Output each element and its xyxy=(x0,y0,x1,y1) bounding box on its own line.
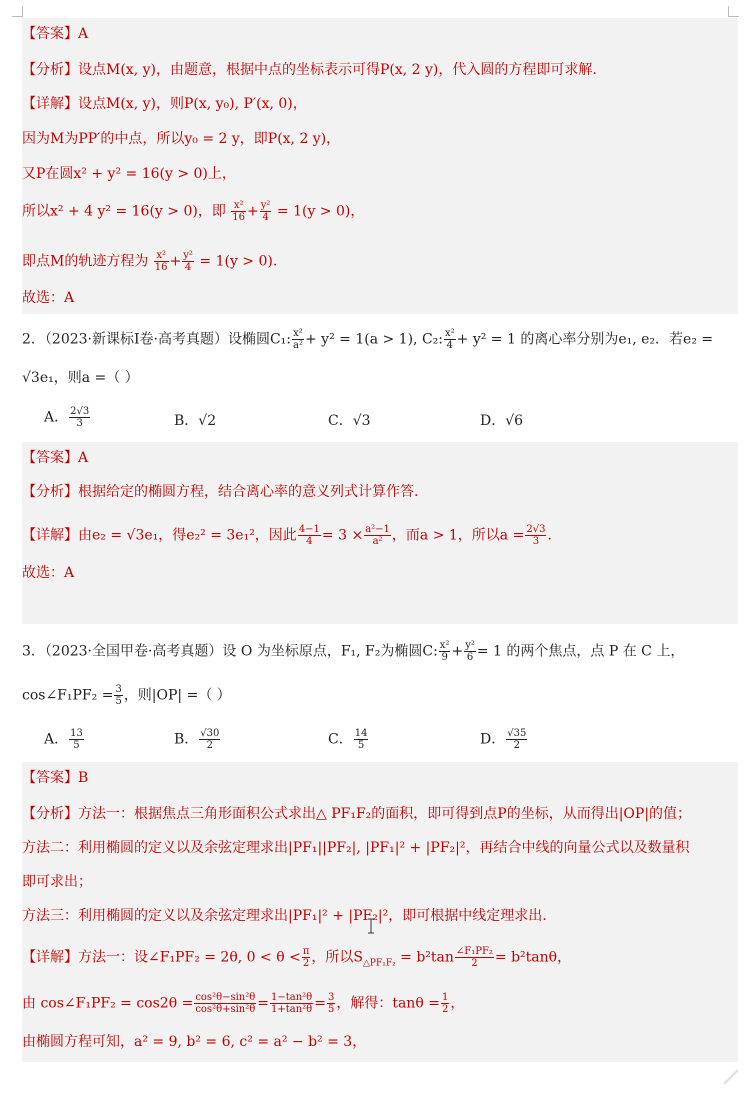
analysis-tag: 【分析】 xyxy=(22,62,78,78)
solution-line-3 xyxy=(22,164,236,184)
fraction: $\frac{\text{∠F₁PF₂}}{2}$ xyxy=(455,946,493,969)
detail-text: ， xyxy=(450,995,465,1012)
solution-text: 即点M的轨迹方程为 xyxy=(22,253,149,270)
option-label: B．√2 xyxy=(174,413,217,429)
fraction: $\frac{\pi}{2}$ xyxy=(302,946,310,969)
detail-text: ，而a > 1，所以a = xyxy=(391,527,525,544)
detail-text: ，所以S xyxy=(311,949,363,966)
analysis-text: 根据给定的椭圆方程，结合离心率的意义列式计算作答. xyxy=(78,484,419,500)
detail-text: = xyxy=(257,995,270,1012)
fraction: $\frac{3}{5}$ xyxy=(115,684,122,707)
detail-line xyxy=(22,524,552,547)
stem-text: + y² = 1(a > 1), C₂: xyxy=(305,331,443,348)
page-corner-mark xyxy=(728,6,739,17)
fraction: $\frac{\text{x²}}{\text{a²}}$ xyxy=(293,328,303,351)
choose-line xyxy=(22,563,74,583)
solution-text: 又P在圆x² + y² = 16(y > 0)上， xyxy=(22,166,236,182)
analysis-text: 设点M(x, y)，由题意，根据中点的坐标表示可得P(x, 2 y)，代入圆的方程即可求解. xyxy=(78,62,597,78)
fraction: $\frac{\text{y²}}{6}$ xyxy=(465,640,475,663)
fraction: $\frac{\text{x²}}{16}$ xyxy=(232,200,246,223)
answer-text: 【答案】A xyxy=(22,26,89,42)
detail-text: . xyxy=(547,527,552,544)
fraction: $\frac{\text{a²−1}}{\text{a²}}$ xyxy=(365,524,390,547)
page-corner-mark xyxy=(12,6,23,17)
question-3-stem-2 xyxy=(22,684,231,707)
answer-text: 【答案】B xyxy=(22,770,89,786)
stem-text: cos∠F₁PF₂ = xyxy=(22,687,114,704)
solution-text: 因为M为PP′的中点，所以y₀ = 2 y，即P(x, 2 y)， xyxy=(22,131,341,147)
fraction: $\frac{\text{x²}}{16}$ xyxy=(154,250,168,273)
analysis-line-4 xyxy=(22,906,547,926)
choose-line xyxy=(22,288,74,308)
analysis-line-3 xyxy=(22,872,92,892)
fraction: $\frac{\text{cos²θ−sin²θ}}{\text{cos²θ+sin²θ}}$ xyxy=(195,992,256,1015)
detail-tag: 【详解】 xyxy=(22,96,78,112)
analysis-tag: 【分析】 xyxy=(22,806,78,822)
fraction: $\frac{1}{2}$ xyxy=(441,992,449,1015)
stem-text: √3e₁，则a =（ ） xyxy=(22,370,139,386)
option-a[interactable] xyxy=(44,728,85,751)
fraction: $\frac{2√3}{3}$ xyxy=(70,406,90,429)
option-d[interactable] xyxy=(480,410,523,430)
solution-line-4: 所以x² + 4 y² = 16(y > 0)，即 $\frac{\text{x²}}{16}$ + $\frac{\text{y²}}{4}$ = 1(y > 0)， xyxy=(22,200,365,223)
stem-text: + y² = 1 的离心率分别为e₁, e₂．若e₂ = xyxy=(456,331,714,348)
analysis-tag: 【分析】 xyxy=(22,484,78,500)
stem-text: 2．（2023·新课标I卷·高考真题）设椭圆C₁: xyxy=(22,331,292,348)
fraction: $\frac{\text{x²}}{9}$ xyxy=(439,640,450,663)
question-3-stem: 3．（2023·全国甲卷·高考真题）设 O 为坐标原点，F₁, F₂为椭圆C: $\frac{\text{x²}}{9}$ + $\frac{\text{y²}}{6}$ = 1 的两个焦点，点 P 在 C 上， xyxy=(22,640,685,663)
answer-line xyxy=(22,768,88,788)
stem-text: = 1 的两个焦点，点 P 在 C 上， xyxy=(476,643,685,660)
fraction: $\frac{\text{y²}}{4}$ xyxy=(260,200,271,223)
answer-line xyxy=(22,24,88,44)
solution-text: = 1(y > 0)， xyxy=(276,203,365,220)
fraction: $\frac{14}{5}$ xyxy=(354,728,368,751)
analysis-text: 方法二：利用椭圆的定义以及余弦定理求出|PF₁||PF₂|, |PF₁|² + |PF₂|²，再结合中线的向量公式以及数量积 xyxy=(22,840,690,856)
option-label: A． xyxy=(44,409,69,426)
fraction: $\frac{\text{1−tan²θ}}{\text{1+tan²θ}}$ xyxy=(271,992,313,1015)
fraction: $\frac{2√3}{3}$ xyxy=(526,524,546,547)
analysis-line-2 xyxy=(22,838,689,858)
text-cursor-icon xyxy=(367,918,375,934)
option-label: D．√6 xyxy=(480,413,524,429)
fraction: $\frac{13}{5}$ xyxy=(70,728,83,751)
fraction: $\frac{\text{y²}}{4}$ xyxy=(183,250,193,273)
analysis-line xyxy=(22,804,691,824)
subscript: △PF₁F₂ xyxy=(363,958,396,969)
option-label: C．√3 xyxy=(328,413,371,429)
option-b[interactable] xyxy=(174,410,216,430)
detail-text: = 3 × xyxy=(321,527,364,544)
option-label: C． xyxy=(328,731,353,748)
analysis-text: 即可求出； xyxy=(22,874,92,890)
option-c[interactable] xyxy=(328,728,369,751)
option-label: D． xyxy=(480,731,506,748)
question-2-stem-2 xyxy=(22,368,139,388)
detail-line-3 xyxy=(22,1032,366,1052)
solution-line-2 xyxy=(22,129,340,149)
option-c[interactable] xyxy=(328,410,371,430)
solution-text: = 1(y > 0). xyxy=(199,253,278,270)
solution-line-5: 即点M的轨迹方程为 $\frac{\text{x²}}{16}$ + $\frac{\text{y²}}{4}$ = 1(y > 0). xyxy=(22,250,278,273)
detail-text: = b²tanθ， xyxy=(494,949,572,966)
detail-text: = b²tan xyxy=(400,949,454,966)
detail-text: = xyxy=(314,995,326,1012)
fraction: $\frac{√30}{2}$ xyxy=(200,728,220,751)
option-a[interactable] xyxy=(44,406,91,429)
detail-line-2 xyxy=(22,992,464,1015)
detail-text: 方法一：设∠F₁PF₂ = 2θ, 0 < θ < xyxy=(78,949,301,966)
analysis-line xyxy=(22,482,418,502)
detail-line xyxy=(22,946,571,973)
solution-text: 所以x² + 4 y² = 16(y > 0)，即 xyxy=(22,203,226,220)
option-d[interactable] xyxy=(480,728,528,751)
option-b[interactable] xyxy=(174,728,221,751)
stem-text: 3．（2023·全国甲卷·高考真题）设 O 为坐标原点，F₁, F₂为椭圆C: xyxy=(22,643,438,660)
detail-text: ，解得：tanθ = xyxy=(336,995,440,1012)
question-2-stem xyxy=(22,328,713,351)
detail-tag: 【详解】 xyxy=(22,527,78,544)
analysis-text: 方法一：根据焦点三角形面积公式求出△ PF₁F₂的面积，即可得到点P的坐标，从而得出|OP|的值； xyxy=(78,806,692,822)
detail-text: 由 cos∠F₁PF₂ = cos2θ = xyxy=(22,995,194,1012)
analysis-text: 方法三：利用椭圆的定义以及余弦定理求出|PF₁|² + |PF₂|²，即可根据中线定理求出. xyxy=(22,908,547,924)
choose-text: 故选：A xyxy=(22,565,75,581)
fraction: $\frac{4-1}{4}$ xyxy=(298,524,320,547)
detail-line xyxy=(22,94,307,114)
choose-text: 故选：A xyxy=(22,290,75,306)
detail-text: 由e₂ = √3e₁，得e₂² = 3e₁²，因此 xyxy=(78,527,297,544)
fraction: $\frac{\text{x²}}{4}$ xyxy=(445,328,455,351)
page-fold-icon xyxy=(722,1068,740,1086)
analysis-line xyxy=(22,60,597,80)
answer-line xyxy=(22,448,88,468)
option-label: A． xyxy=(44,731,69,748)
stem-text: ，则|OP| =（ ） xyxy=(123,687,231,704)
answer-text: 【答案】A xyxy=(22,450,89,466)
option-label: B． xyxy=(174,731,199,748)
fraction: $\frac{3}{5}$ xyxy=(327,992,335,1015)
detail-text: 设点M(x, y)，则P(x, y₀), P′(x, 0)， xyxy=(78,96,307,112)
fraction: $\frac{√35}{2}$ xyxy=(507,728,527,751)
detail-tag: 【详解】 xyxy=(22,949,78,966)
detail-text: 由椭圆方程可知，a² = 9, b² = 6, c² = a² − b² = 3， xyxy=(22,1034,367,1050)
